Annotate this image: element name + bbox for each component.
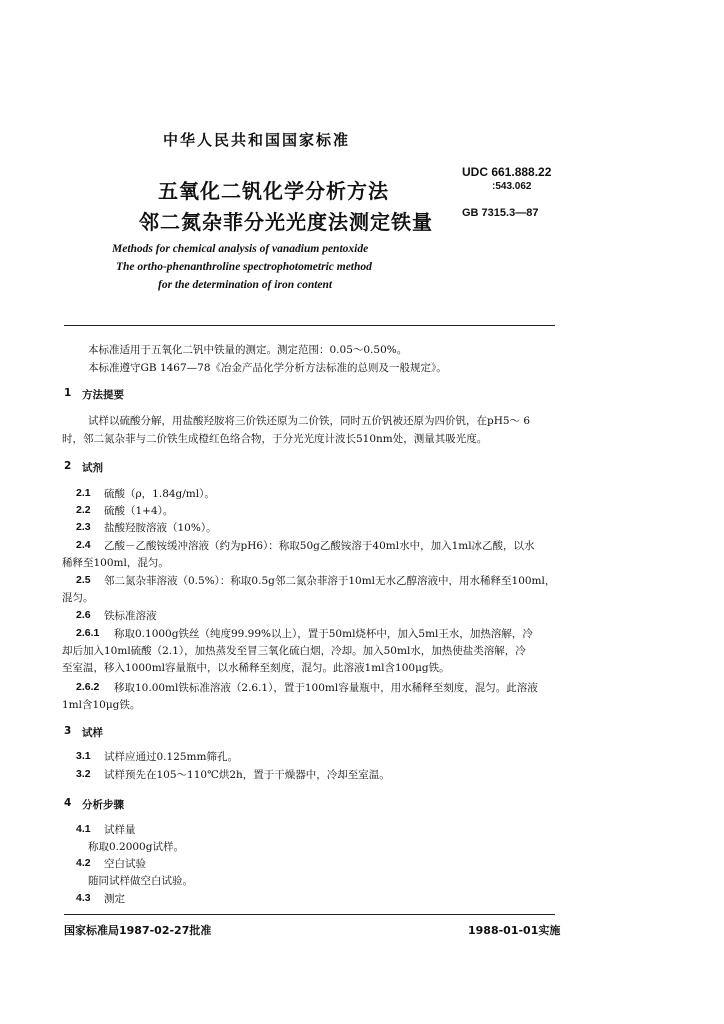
footer-divider [64, 914, 555, 915]
item-4-1-body: 称取0.2000g试样。 [88, 841, 184, 853]
english-title-3: for the determination of iron content [158, 279, 333, 291]
item-2-6-text: 铁标准溶液 [104, 610, 157, 622]
section-2-number: 2 [64, 460, 72, 472]
item-2-2-text: 硫酸（1+4）。 [104, 505, 174, 517]
item-2-6-2-number: 2.6.2 [76, 681, 100, 693]
item-2-4-number: 2.4 [76, 539, 91, 551]
item-2-5-number: 2.5 [76, 574, 91, 586]
item-2-4-line-2: 稀释至100ml，混匀。 [62, 557, 169, 569]
intro-line-2: 本标准遵守GB 1467—78《冶金产品化学分析方法标准的总则及一般规定》。 [88, 362, 447, 374]
item-4-3-number: 4.3 [76, 892, 91, 904]
item-2-6-2-line-1: 移取10.00ml铁标准溶液（2.6.1），置于100ml容量瓶中，用水稀释至刻度，混匀。此溶液 [114, 682, 538, 694]
item-4-2-number: 4.2 [76, 857, 91, 869]
item-3-2-number: 3.2 [76, 768, 91, 780]
item-3-1-text: 试样应通过0.125mm筛孔。 [104, 751, 238, 763]
english-title-1: Methods for chemical analysis of vanadium pentoxide [112, 243, 369, 255]
effective-date: 1988-01-01实施 [468, 924, 561, 937]
item-2-6-1-line-2: 却后加入10ml硫酸（2.1），加热蒸发至冒三氧化硫白烟，冷却。加入50ml水，加热使盐类溶解，冷 [62, 645, 526, 657]
item-2-2-number: 2.2 [76, 504, 91, 516]
approval-date: 国家标准局1987-02-27批准 [64, 924, 212, 937]
udc-code-2: :543.062 [492, 181, 532, 192]
item-4-2-body: 随同试样做空白试验。 [88, 875, 193, 887]
item-2-6-2-line-2: 1ml含10μg铁。 [62, 699, 141, 711]
item-2-3-number: 2.3 [76, 521, 91, 533]
item-2-1-number: 2.1 [76, 487, 91, 499]
item-2-6-1-line-1: 称取0.1000g铁丝（纯度99.99%以上），置于50ml烧杯中，加入5ml王水，加热溶解，冷 [114, 628, 533, 640]
item-2-4-line-1: 乙酸－乙酸铵缓冲溶液（约为pH6）：称取50g乙酸铵溶于40ml水中，加入1ml冰乙酸，以水 [104, 540, 535, 552]
item-2-5-line-1: 邻二氮杂菲溶液（0.5%）：称取0.5g邻二氮杂菲溶于10ml无水乙醇溶液中，用水稀释至100ml， [104, 575, 556, 587]
item-2-1-text: 硫酸（ρ，1.84g/ml）。 [104, 488, 215, 500]
english-title-2: The ortho-phenanthroline spectrophotometric method [116, 261, 372, 273]
title-line-1: 五氧化二钒化学分析方法 [158, 179, 389, 203]
section-4-number: 4 [64, 797, 72, 809]
section-3-title: 试样 [82, 727, 103, 739]
item-4-1-number: 4.1 [76, 823, 91, 835]
item-2-6-1-line-3: 至室温，移入1000ml容量瓶中，以水稀释至刻度，混匀。此溶液1ml含100μg铁。 [62, 662, 450, 674]
section-1-line-2: 时，邻二氮杂菲与二价铁生成橙红色络合物，于分光光度计波长510nm处，测量其吸光度。 [62, 433, 488, 445]
section-1-title: 方法提要 [82, 389, 124, 401]
gb-code: GB 7315.3—87 [462, 207, 539, 219]
udc-code: UDC 661.888.22 [462, 165, 552, 179]
item-2-5-line-2: 混匀。 [62, 592, 94, 604]
title-line-2: 邻二氮杂菲分光光度法测定铁量 [139, 210, 433, 234]
section-1-line-1: 试样以硫酸分解，用盐酸羟胺将三价铁还原为二价铁，同时五价钒被还原为四价钒，在pH5～ 6 [88, 415, 531, 427]
header-divider [64, 325, 555, 326]
section-1-number: 1 [64, 387, 72, 399]
item-4-3-text: 测定 [104, 893, 125, 905]
item-4-1-text: 试样量 [104, 824, 136, 836]
country-heading: 中华人民共和国国家标准 [163, 131, 351, 149]
section-4-title: 分析步骤 [82, 799, 124, 811]
section-2-title: 试剂 [82, 462, 103, 474]
item-3-2-text: 试样预先在105～110℃烘2h，置于干燥器中，冷却至室温。 [104, 769, 390, 781]
item-2-3-text: 盐酸羟胺溶液（10%）。 [104, 522, 217, 534]
section-3-number: 3 [64, 725, 72, 737]
item-4-2-text: 空白试验 [104, 858, 146, 870]
item-3-1-number: 3.1 [76, 750, 91, 762]
item-2-6-1-number: 2.6.1 [76, 627, 100, 639]
intro-line-1: 本标准适用于五氧化二钒中铁量的测定。测定范围：0.05～0.50%。 [88, 344, 408, 356]
item-2-6-number: 2.6 [76, 609, 91, 621]
